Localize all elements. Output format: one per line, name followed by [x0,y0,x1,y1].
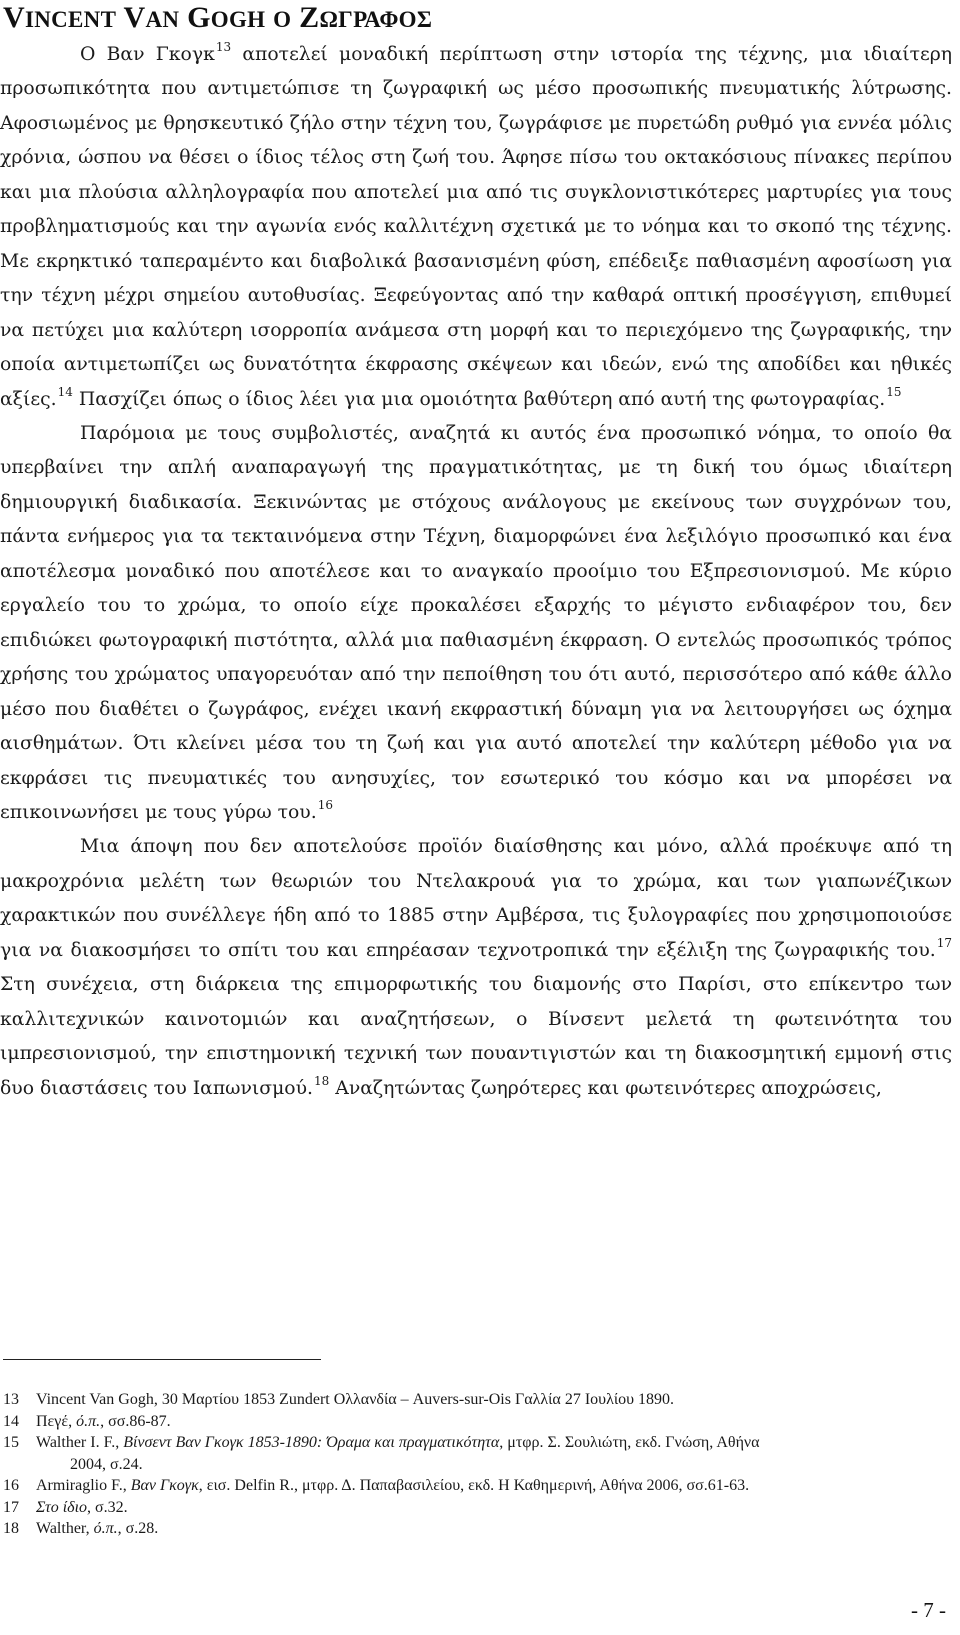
footnote-ref-15[interactable]: 15 [886,384,902,399]
footnote-15 [3,1432,955,1454]
paragraph-3 [0,830,952,1106]
paragraph-2 [0,417,952,830]
footnote-text [36,1497,955,1519]
footnote-ref-16[interactable]: 16 [317,797,333,812]
paragraph-text: Αναζητώντας ζωηρότερες και φωτεινότερες αποχρώσεις, [329,1077,882,1099]
title-initial-v: V [3,1,25,34]
footnote-number: 15 [3,1434,19,1451]
footnote-author: Walther I. F., [36,1434,124,1451]
footnotes [3,1389,955,1540]
paragraph-text: Στη συνέχεια, στη διάρκεια της επιμορφωτικής του διαμονής στο Παρίσι, στο επίκεντρο των καλλιτεχνικών καινοτομιών και αναζητήσεων, ο Βίνσεντ μελετά τη φωτεινότητα του ιμπρεσιονισμού, την επιστημονική τεχνική των πουαντιγιστών και τη διακοσμητική εμμονή στις δυο διαστάσεις του Ιαπωνισμού. [0,974,952,1099]
footnote-ref-13[interactable]: 13 [215,40,232,54]
footnote-pages: , σσ.86-87. [100,1412,171,1430]
footnote-ref-18[interactable]: 18 [314,1073,330,1088]
footnote-italic: ό.π. [93,1520,118,1537]
footnote-pages: , σ.28. [117,1520,159,1537]
footnote-14 [3,1411,955,1433]
title-initial-z: Ζ [299,1,320,34]
footnote-text [36,1432,955,1454]
title-part: AN [145,7,180,32]
footnote-18 [3,1518,955,1540]
paragraph-text: αποτελεί μοναδική περίπτωση στην ιστορία της τέχνης, μια ιδιαίτερη προσωπικότητα που αντιμετώπισε τη ζωγραφική ως μέσο προσωπικής πνευματικής λύτρωσης. Αφοσιωμένος με θρησκευτικό ζήλο στην τέχνη του, ζωγράφισε με πυρετώδη ρυθμό για εννέα μόλις χρόνια, ώσπου να θέσει ο ίδιος τέλος στη ζωή του. Άφησε πίσω του οκτακόσιους πίνακες περίπου και μια πλούσια αλληλογραφία που αποτελεί μια από τις συγκλονιστικότερες μαρτυρίες για τους προβληματισμούς και την αγωνία ενός καλλιτέχνη σχετικά με το νόημα και το σκοπό της τέχνης. Με εκρηκτικό ταπεραμέντο και διαβολικά βασανισμένη φύση, επέδειξε παθιασμένη αφοσίωση για την τέχνη μέχρι σημείου αυτοθυσίας. Ξεφεύγοντας από την καθαρά οπτική προσέγγιση, επιθυμεί να πετύχει μια καλύτερη ισορροπία ανάμεσα στη μορφή και το περιεχόμενο της ζωγραφικής, την οποία αντιμετωπίζει ως δυνατότητα έκφρασης σκέψεων και ιδεών, ενώ της αποδίδει και ηθικές αξίες. [0,44,953,410]
footnote-ref-17[interactable]: 17 [936,935,952,950]
title-part: O [273,7,292,32]
footnote-italic: Στο ίδιο [36,1498,88,1516]
footnote-text [36,1411,955,1433]
paragraph-text: Παρόμοια με τους συμβολιστές, αναζητά κι αυτός ένα προσωπικό νόημα, το οποίο θα υπερβαίνει την απλή αναπαραγωγή της πραγματικότητας, με τη δική του όμως ιδιαίτερη δημιουργική διαδικασία. Ξεκινώντας με στόχους ανάλογους με εκείνους των συγχρόνων του, πάντα ενήμερος για τα τεκταινόμενα στην Τέχνη, διαμορφώνει ένα λεξιλόγιο προσωπικό και ένα αποτέλεσμα μοναδικό που αποτέλεσε και το αναγκαίο προοίμιο του Εξπρεσιονισμού. Με κύριο εργαλείο του το χρώμα, το οποίο είχε προκαλέσει εξαρχής το μέγιστο ενδιαφέρον του, δεν επιδιώκει φωτογραφική πιστότητα, αλλά μια παθιασμένη έκφραση. Ο εντελώς προσωπικός τρόπος χρήσης του χρώματος υπαγορευόταν από την πεποίθηση του ότι αυτό, περισσότερο από κάθε άλλο μέσο που διαθέτει ο ζωγράφος, ενέχει ικανή εκφραστική δύναμη για να λειτουργήσει ως όχημα αισθημάτων. Ότι κλείνει μέσα του τη ζωή και για αυτό αποτελεί την καλύτερη μέθοδο για να εκφράσει τις πνευματικές του ανησυχίες, τον εσωτερικό του κόσμο και να μπορέσει να επικοινωνήσει με τους γύρω του. [0,422,952,823]
footnote-publication: , μτφρ. Σ. Σουλιώτη, εκδ. Γνώση, Αθήνα [499,1434,760,1451]
footnote-text [36,1518,955,1540]
footnote-13 [3,1389,955,1411]
footnote-number: 17 [3,1498,19,1516]
footnote-pages: , σ.32. [87,1498,128,1516]
title-initial-v2: V [123,1,146,34]
footnote-number: 16 [3,1477,19,1494]
page-title [3,2,432,36]
paragraph-1 [0,38,952,417]
title-initial-g: G [187,1,211,34]
body-text [0,38,952,1106]
footnote-book-title: Βαν Γκογκ [130,1477,199,1494]
footnote-divider [3,1359,321,1360]
footnote-author: Walther, [36,1520,94,1537]
footnote-17 [3,1497,955,1519]
title-part: OGH [210,7,266,32]
footnote-text [36,1475,955,1497]
footnote-ref-14[interactable]: 14 [57,384,73,399]
paragraph-text: Πασχίζει όπως ο ίδιος λέει για μια ομοιότητα βαθύτερη από αυτή της φωτογραφίας. [72,388,886,410]
footnote-book-title: Βίνσεντ Βαν Γκογκ 1853-1890: Όραμα και πραγματικότητα [123,1434,500,1451]
footnote-publication: , εισ. Delfin R., μτφρ. Δ. Παπαβασιλείου, εκδ. Η Καθημερινή, Αθήνα 2006, σσ.61-63. [198,1477,750,1494]
footnote-number: 14 [3,1412,19,1430]
page-number: - 7 - [911,1598,946,1622]
footnote-author: Armiraglio F., [36,1477,131,1494]
footnote-15-continuation: 2004, σ.24. [70,1455,143,1473]
paragraph-text: Ο Βαν Γκογκ [80,44,215,65]
footnote-number: 18 [3,1520,19,1537]
footnote-number: 13 [3,1391,19,1408]
footnote-author: Πεγέ, [36,1412,77,1430]
footnote-text: Vincent Van Gogh, 30 Μαρτίου 1853 Zundert Ολλανδία – Auvers-sur-Ois Γαλλία 27 Ιουλίου 1890. [36,1391,675,1408]
title-part: INCENT [24,7,117,32]
title-part: ΩΓΡΑΦΟΣ [319,7,433,32]
paragraph-text: Μια άποψη που δεν αποτελούσε προϊόν διαίσθησης και μόνο, αλλά προέκυψε από τη μακροχρόνια μελέτη των θεωριών του Ντελακρουά για το χρώμα, και των γιαπωνέζικων χαρακτικών που συνέλλεγε ήδη από το 1885 στην Αμβέρσα, τις ξυλογραφίες που χρησιμοποιούσε για να διακοσμήσει το σπίτι του και επηρέασαν τεχνοτροπικά την εξέλιξη της ζωγραφικής του. [0,836,952,961]
footnote-16 [3,1475,955,1497]
footnote-italic: ό.π. [76,1412,101,1430]
